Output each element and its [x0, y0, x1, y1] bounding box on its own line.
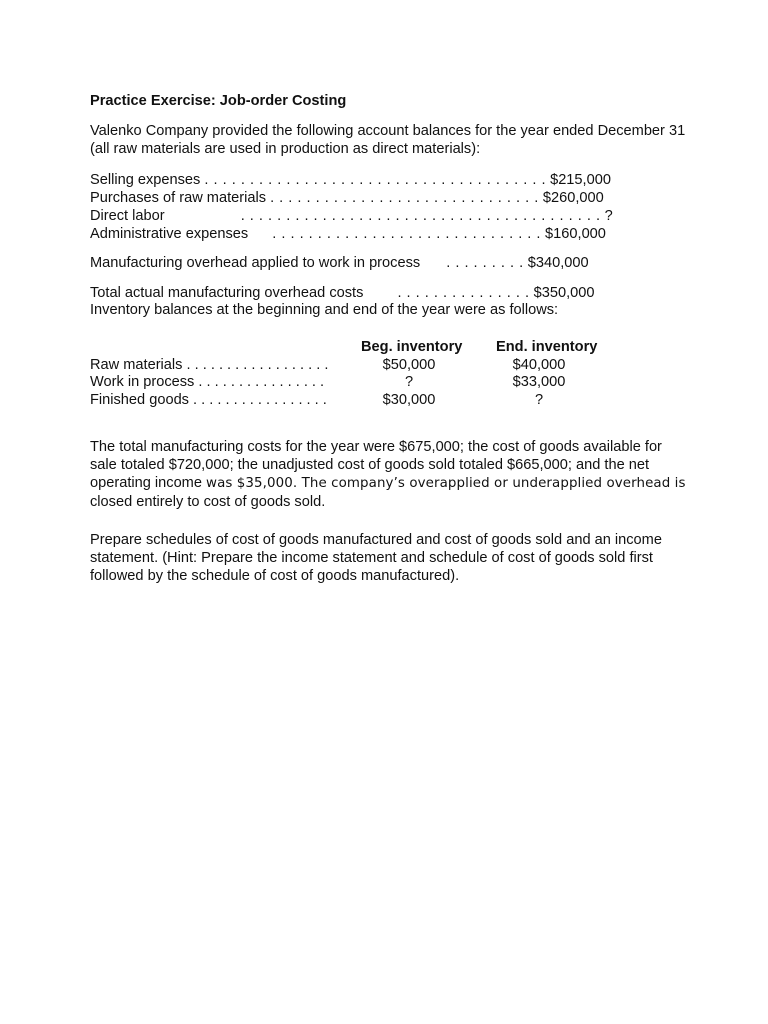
inventory-end-value: ?: [534, 392, 544, 408]
document-page: [90, 0, 690, 1024]
inventory-end-value: $40,000: [512, 357, 566, 373]
account-value: $160,000: [545, 226, 606, 242]
leader-dots: . . . . . . . . . . . . . . . . . . . . . . . . . . . . . .: [272, 226, 541, 242]
account-label: Manufacturing overhead applied to work in process: [90, 255, 421, 271]
inventory-label: Finished goods . . . . . . . . . . . . . . . . .: [90, 392, 327, 408]
facts-text-end: closed entirely to cost of goods sold.: [90, 494, 326, 510]
account-value: $350,000: [533, 285, 595, 301]
leader-dots: . . . . . . . . . . . . . . .: [397, 285, 530, 301]
account-value: $260,000: [542, 190, 604, 206]
account-label: Selling expenses: [90, 172, 201, 188]
account-line-overhead-applied: [90, 254, 589, 272]
account-line-selling-expenses: [90, 171, 611, 189]
exercise-title: Practice Exercise: Job-order Costing: [90, 93, 347, 109]
inventory-label: Raw materials . . . . . . . . . . . . . . . . . .: [90, 357, 329, 373]
account-label: Direct labor: [90, 208, 165, 224]
account-label: Purchases of raw materials: [90, 190, 267, 206]
inventory-intro: Inventory balances at the beginning and end of the year were as follows:: [90, 302, 559, 318]
inventory-beg-value: $30,000: [382, 392, 436, 408]
account-value: $215,000: [550, 172, 611, 188]
leader-dots: . . . . . . . . .: [446, 255, 524, 271]
account-line-administrative-expenses: [90, 225, 606, 243]
account-line-purchases-raw-materials: [90, 189, 604, 207]
account-value: $340,000: [527, 255, 589, 271]
leader-dots: . . . . . . . . . . . . . . . . . . . . . . . . . . . . . . . . . . . . . . . .: [240, 208, 601, 224]
intro-paragraph: Valenko Company provided the following account balances for the year ended December 31 (all raw materials are used in production as direct materials):: [90, 123, 686, 157]
account-line-actual-overhead: [90, 284, 594, 302]
header-beg-inventory: Beg. inventory: [361, 339, 463, 355]
inventory-beg-value: ?: [404, 374, 414, 390]
account-label: Total actual manufacturing overhead costs: [90, 285, 364, 301]
account-line-direct-labor: [90, 207, 613, 225]
facts-text-alt-font: was $35,000. The company’s overapplied or underapplied overhead is: [206, 476, 686, 491]
instructions-paragraph: Prepare schedules of cost of goods manufactured and cost of goods sold and an income statement. (Hint: Prepare the income statement and schedule of cost of goods sold first followed by the schedule of cost of goods manufactured).: [90, 532, 662, 584]
facts-text: The total manufacturing costs for the year were $675,000; the cost of goods available for sale totaled $720,000; the unadjusted cost of goods sold totaled $665,000; and the net operating income: [90, 439, 662, 491]
inventory-end-value: $33,000: [512, 374, 566, 390]
leader-dots: . . . . . . . . . . . . . . . . . . . . . . . . . . . . . .: [270, 190, 539, 206]
account-value: ?: [604, 208, 613, 224]
inventory-row-raw-materials: [90, 356, 650, 374]
account-label: Administrative expenses: [90, 226, 249, 242]
inventory-label: Work in process . . . . . . . . . . . . . . . .: [90, 374, 325, 390]
facts-paragraph: [90, 438, 688, 511]
inventory-row-work-in-process: [90, 373, 650, 391]
inventory-beg-value: $50,000: [382, 357, 436, 373]
inventory-row-finished-goods: [90, 391, 650, 409]
header-end-inventory: End. inventory: [496, 339, 598, 355]
leader-dots: . . . . . . . . . . . . . . . . . . . . . . . . . . . . . . . . . . . . . .: [204, 172, 547, 188]
